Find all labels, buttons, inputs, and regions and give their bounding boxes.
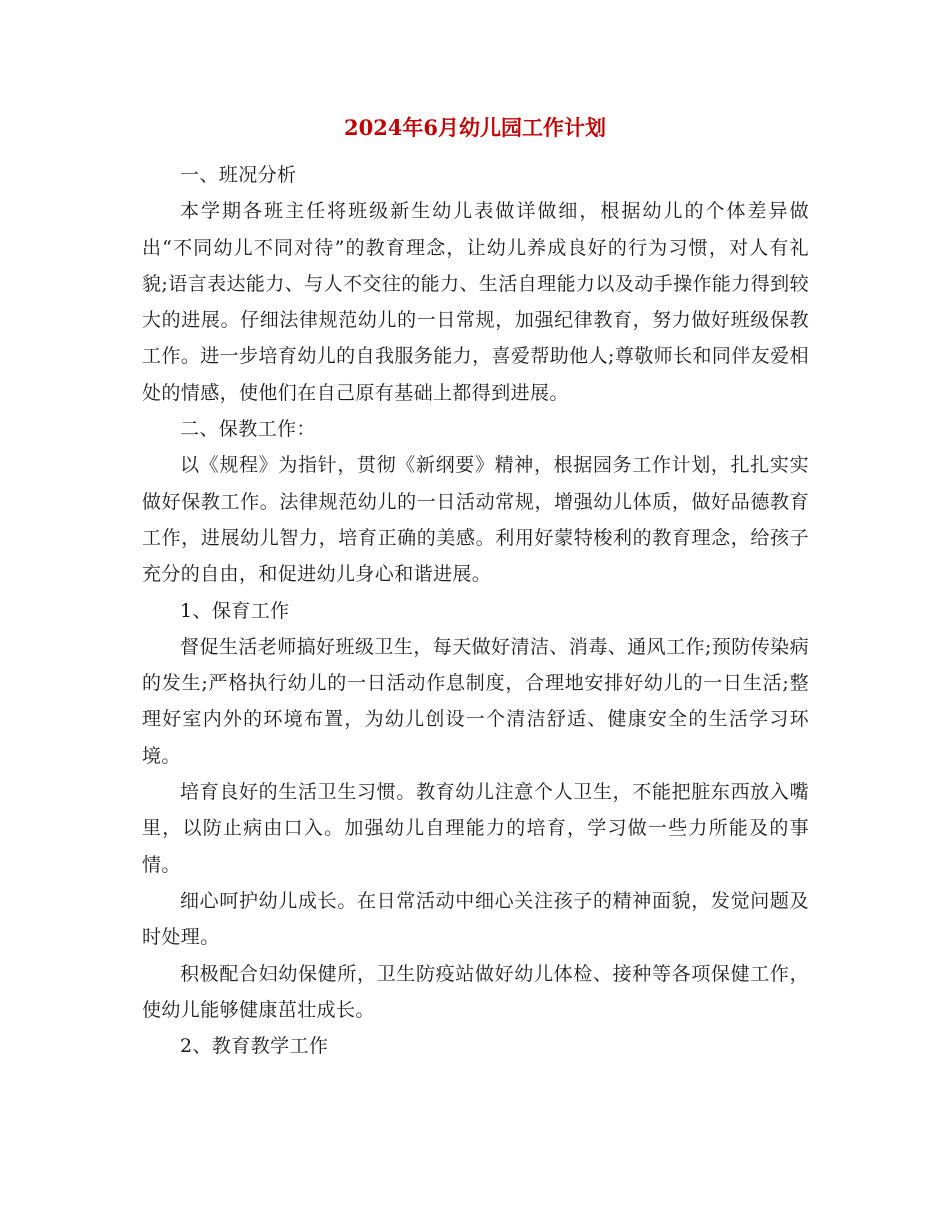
document-title: 2024年6月幼儿园工作计划 <box>343 115 607 140</box>
section-heading-care-education: 二、保教工作： <box>180 418 316 441</box>
section-heading-class-analysis: 一、班况分析 <box>180 164 297 186</box>
subsection-heading-teaching: 2、教育教学工作 <box>180 1035 329 1058</box>
paragraph-class-analysis: 本学期各班主任将班级新生幼儿表做详做细，根据幼儿的个体差异做出“不同幼儿不同对待”的教育理念，让幼儿养成良好的行为习惯，对人有礼貌;语言表达能力、与人不交往的能力、生活自理能力以及动手操作能力得到较大的进展。仔细法律规范幼儿的一日常规，加强纪律教育，努力做好班级保教工作。进一步培育幼儿的自我服务能力，喜爱帮助他人;尊敬师长和同伴友爱相处的情感，使他们在自己原有基础上都得到进展。 <box>142 200 809 404</box>
document-body <box>142 157 809 1064</box>
subsection-heading-childcare: 1、保育工作 <box>180 599 290 622</box>
paragraph-habits: 培育良好的生活卫生习惯。教育幼儿注意个人卫生，不能把脏东西放入嘴里，以防止病由口入。加强幼儿自理能力的培育，学习做一些力所能及的事情。 <box>142 781 809 876</box>
paragraph-care-education: 以《规程》为指针，贯彻《新纲要》精神，根据园务工作计划，扎扎实实做好保教工作。法律规范幼儿的一日活动常规，增强幼儿体质，做好品德教育工作，进展幼儿智力，培育正确的美感。利用好蒙特梭利的教育理念，给孩子充分的自由，和促进幼儿身心和谐进展。 <box>142 454 809 586</box>
paragraph-childcare-hygiene: 督促生活老师搞好班级卫生，每天做好清洁、消毒、通风工作;预防传染病的发生;严格执行幼儿的一日活动作息制度，合理地安排好幼儿的一日生活;整理好室内外的环境布置，为幼儿创设一个清洁舒适、健康安全的生活学习环境。 <box>142 635 809 767</box>
paragraph-health-checks: 积极配合妇幼保健所，卫生防疫站做好幼儿体检、接种等各项保健工作，使幼儿能够健康茁壮成长。 <box>142 962 809 1021</box>
paragraph-care-growth: 细心呵护幼儿成长。在日常活动中细心关注孩子的精神面貌，发觉问题及时处理。 <box>142 889 809 949</box>
